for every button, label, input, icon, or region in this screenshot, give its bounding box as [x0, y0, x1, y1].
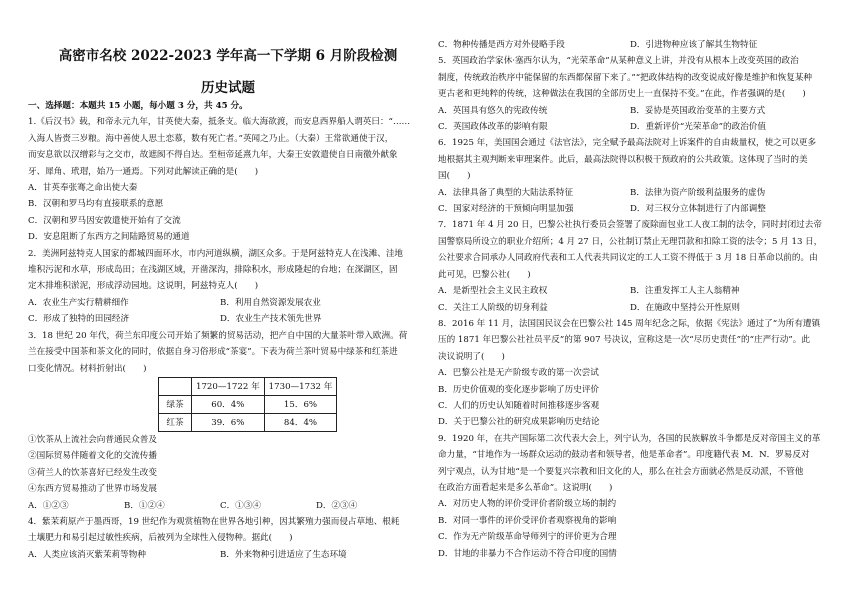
q4-option-d[interactable]: D．引进物种应该了解其生物特征 [630, 40, 758, 50]
q3-line: 口变化情况。材料折射出( ) [28, 363, 147, 374]
table-header-cell: 1730—1732 年 [264, 377, 337, 395]
q8-option-c[interactable]: C．人们的历史认知随着时间推移逐步客观 [438, 400, 600, 411]
left-flow [28, 98, 428, 563]
q3-option-c[interactable]: C．①③④ [220, 500, 261, 511]
q2-line: 2．美洲阿兹特克人国家的都城四面环水，市内河道纵横，湖区众多。于是阿兹特克人在浅滩、洼地 [28, 248, 404, 259]
q2-option-c[interactable]: C．形成了独特的田园经济 [28, 314, 130, 325]
table-cell: 绿茶 [159, 395, 192, 413]
q9-line: 在政治方面看起来是多么革命”。这说明( ) [438, 482, 613, 493]
q5-options-row [438, 119, 838, 135]
q5-option-b[interactable]: B．妥协是英国政治变革的主要方式 [630, 105, 766, 116]
table-row [159, 395, 337, 413]
q2-option-a[interactable]: A．农业生产实行精耕细作 [28, 297, 129, 308]
q1-line: 而安息欲以汉缯彩与之交市，故遮阂不得自达。至桓帝延熹九年，大秦王安敦遣使自日南徼外献象 [28, 150, 398, 161]
q3-line: 兰在接受中国茶和茶文化的同时，依据自身习俗形成“茶宴”。下表为荷兰茶叶贸易中绿茶和红茶进 [28, 347, 398, 358]
q5-line: 制度，传统政治秩序中能保留的东西都保留下来了。”“把政体结构的改变说成好像是维护和恢复某种 [438, 72, 813, 83]
table-cell: 15．6% [264, 395, 337, 413]
q9-line: 命力量，“甘地作为一场群众运动的鼓动者和领导者，他是革命者”。印度籍代表 M．N．罗易反对 [438, 450, 810, 461]
q4-option-c[interactable]: C．物种传播是西方对外侵略手段 [438, 40, 565, 50]
table-header-cell: 1720—1722 年 [192, 377, 265, 395]
table-cell: 60．4% [192, 395, 265, 413]
q4-line: 4．紫茉莉原产于墨西哥，19 世纪作为观赏植物在世界各地引种，因其繁殖力强而侵占草地、根耗 [28, 516, 400, 527]
q3-statement: ④东西方贸易推动了世界市场发展 [28, 484, 157, 495]
q6-options-row [438, 201, 838, 217]
q9-option-a[interactable]: A．对历史人物的评价受评价者阶级立场的制约 [438, 499, 617, 510]
question-3 [28, 328, 428, 514]
q3-options-row [28, 498, 428, 514]
q4-option-a[interactable]: A．人类应该消灭紫茉莉等物种 [28, 549, 146, 560]
q7-line: 国警察局所设立的职业介绍所；4 月 27 日，公社制订禁止无理罚款和扣除工资的法令；5 月 13 日， [438, 236, 823, 247]
q7-option-b[interactable]: B．注重发挥工人主人翁精神 [630, 286, 740, 297]
table-cell: 红茶 [159, 413, 192, 431]
q2-line: 堆积污泥和水草，形成岛田；在浅湖区域，开凿深沟，排除积水，形成隆起的台地；在深湖区，固 [28, 265, 398, 276]
q4-line: 土壤肥力和易引起过敏性疾病，后被列为全球性入侵物种。据此( ) [28, 533, 293, 544]
q1-option-b[interactable]: B．汉朝和罗马均有直接联系的意愿 [28, 199, 164, 210]
q2-option-d[interactable]: D．农业生产技术领先世界 [220, 314, 322, 325]
table-row [159, 413, 337, 431]
q3-line: 3．18 世纪 20 年代，荷兰东印度公司开始了频繁的贸易活动，把产自中国的大量茶叶带入欧洲。荷 [28, 330, 408, 341]
table-cell: 39．6% [192, 413, 265, 431]
q6-line: 6．1925 年，美国国会通过《法官法》，完全赋予最高法院对上诉案件的自由裁量权，使之可以更多 [438, 138, 817, 149]
q8-line: 压的 1871 年巴黎公社社员平反”的第 907 号决议，宣称这是一次“尽历史责任”的“庄严行动”。此 [438, 335, 810, 346]
q2-options-row [28, 295, 428, 311]
q8-option-a[interactable]: A．巴黎公社是无产阶级专政的第一次尝试 [438, 368, 599, 379]
q5-line: 更古老和更纯粹的传统，这种做法在我国的全部历史上一直保持不变。”在此，作者强调的是( ) [438, 89, 806, 100]
q3-option-d[interactable]: D．②③④ [316, 500, 358, 511]
q4-options-row [438, 37, 838, 53]
q6-line: 国( ) [438, 171, 471, 182]
q7-option-d[interactable]: D．在施政中坚持公开性原则 [630, 302, 741, 313]
table-header-cell [159, 377, 192, 395]
q6-options-row [438, 185, 838, 201]
q9-option-b[interactable]: B．对同一事件的评价受评价者观察视角的影响 [438, 515, 617, 526]
q6-option-b[interactable]: B．法律为资产阶级利益服务的虚伪 [630, 187, 766, 198]
q7-options-row [438, 300, 838, 316]
q6-line: 地根据其主观判断来审理案件。此后，最高法院得以积极干预政府的公共政策。这体现了当时的美 [438, 154, 808, 165]
q3-option-b[interactable]: B．①②④ [124, 500, 165, 511]
q5-option-a[interactable]: A．英国具有悠久的宪政传统 [438, 105, 548, 116]
q6-option-a[interactable]: A．法律具备了典型的大陆法系特征 [438, 187, 574, 198]
q3-option-a[interactable]: A．①②③ [28, 500, 69, 511]
q3-statement: ①饮茶从上流社会向普通民众普及 [28, 434, 157, 445]
q8-option-d[interactable]: D．关于巴黎公社的研究成果影响历史结论 [438, 417, 600, 428]
q3-statement: ②国际贸易伴随着文化的交流传播 [28, 451, 157, 462]
question-2 [28, 246, 428, 328]
q5-line: 5．英国政治学家休·塞西尔认为，“光荣革命”从某种意义上讲，并没有从根本上改变英国的政治 [438, 56, 799, 67]
q1-line: 牙、犀角、玳瑁，始乃一通焉。下列对此解读正确的是( ) [28, 166, 259, 177]
question-6 [438, 135, 838, 217]
q1-option-d[interactable]: D．安息阻断了东西方之间陆路贸易的通道 [28, 232, 190, 243]
q7-line: 此可见，巴黎公社( ) [438, 269, 531, 280]
q4-option-b[interactable]: B．外来物种引进适应了生态环境 [220, 549, 347, 560]
q2-option-b[interactable]: B．利用自然资源发展农业 [220, 297, 321, 308]
q5-option-d[interactable]: D．重新评价“光荣革命”的政治价值 [630, 122, 766, 133]
table-cell: 84．4% [264, 413, 337, 431]
q1-option-c[interactable]: C．汉朝和罗马因安敦遣使开始有了交流 [28, 215, 181, 226]
q7-line: 7．1871 年 4 月 20 日，巴黎公社执行委员会签署了废除面包业工人夜工制的法令，同时封闭过去帝 [438, 220, 822, 231]
q4-options-row [28, 547, 428, 563]
tea-import-table [158, 377, 337, 432]
exam-title: 高密市名校 2022-2023 学年高一下学期 6 月阶段检测 [58, 48, 398, 64]
q8-line: 决议说明了( ) [438, 351, 505, 362]
question-8 [438, 316, 838, 431]
q1-line: 1.《后汉书》载，和帝永元九年，甘英使大秦，抵条支。临大海欲渡，而安息西界船人谓英曰：“…… [28, 117, 411, 128]
q9-option-c[interactable]: C．作为无产阶级革命导师列宁的评价更为合理 [438, 532, 617, 543]
q9-line: 9．1920 年，在共产国际第二次代表大会上，列宁认为，各国的民族解放斗争都是反对帝国主义的革 [438, 433, 821, 444]
question-7 [438, 217, 838, 315]
q7-line: 公社要求合同承办人同政府代表和工人代表共同议定的工人工资不得低于 3 月 18 日革命以前的。由 [438, 253, 818, 264]
subject-title: 历史试题 [201, 80, 255, 96]
question-5 [438, 53, 838, 135]
q7-option-a[interactable]: A．是新型社会主义民主政权 [438, 286, 548, 297]
q9-line: 列宁观点，认为甘地“是一个要复兴宗教和旧文化的人，那么在社会方面就必然是反动派，不管他 [438, 466, 804, 477]
q2-line: 定木排堆积淤泥，形成浮动园地。这说明，阿兹特克人( ) [28, 281, 259, 292]
question-4 [28, 514, 428, 563]
q6-option-d[interactable]: D．对三权分立体制进行了内部调整 [630, 204, 766, 215]
q3-statement: ③荷兰人的饮茶喜好已经发生改变 [28, 467, 157, 478]
question-9 [438, 431, 838, 562]
q6-option-c[interactable]: C．国家对经济的干预倾向明显加强 [438, 204, 574, 215]
q1-option-a[interactable]: A．甘英奉张骞之命出使大秦 [28, 183, 138, 194]
table-header-row [159, 377, 337, 395]
q5-options-row [438, 103, 838, 119]
q1-line: 入海人皆赍三岁粮。海中善使人思土恋慕，数有死亡者。”英闻之乃止。（大秦）王常欲通使于汉， [28, 133, 394, 144]
q9-option-d[interactable]: D．甘地的非暴力不合作运动不符合印度的国情 [438, 548, 617, 559]
q8-option-b[interactable]: B．历史价值观的变化逐步影响了历史评价 [438, 384, 600, 395]
right-flow [438, 37, 838, 562]
q7-options-row [438, 283, 838, 299]
q7-option-c[interactable]: C．关注工人阶级的切身利益 [438, 302, 548, 313]
q2-options-row [28, 311, 428, 327]
question-1 [28, 114, 428, 245]
section-heading: 一、选择题：本题共 15 小题，每小题 3 分，共 45 分。 [28, 101, 248, 111]
q5-option-c[interactable]: C．英国政体改革的影响有限 [438, 122, 548, 133]
q8-line: 8．2016 年 11 月，法国国民议会在巴黎公社 145 周年纪念之际，依据《宪法》通过了“为所有遭镇 [438, 318, 821, 329]
